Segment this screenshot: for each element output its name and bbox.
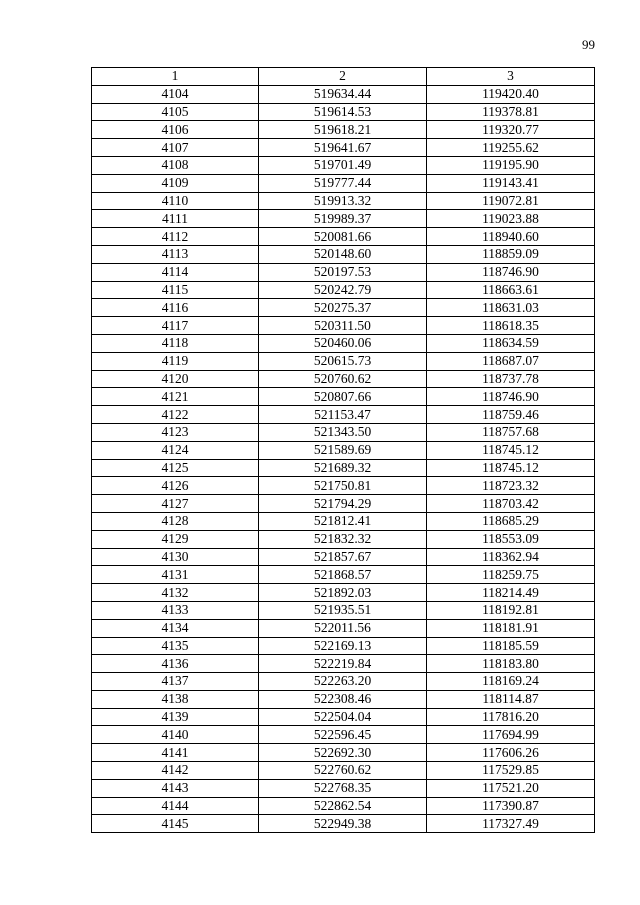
- table-cell-col-3: 118859.09: [427, 245, 595, 263]
- table-row: [92, 566, 595, 584]
- table-cell-col-2: 521857.67: [259, 548, 427, 566]
- table-row: [92, 245, 595, 263]
- table-row: [92, 263, 595, 281]
- coordinates-table: [91, 67, 595, 833]
- table-cell-col-1: 4108: [92, 156, 259, 174]
- table-cell-col-1: 4123: [92, 423, 259, 441]
- table-header: [92, 68, 595, 86]
- table-row: [92, 192, 595, 210]
- table-cell-col-1: 4121: [92, 388, 259, 406]
- table-row: [92, 85, 595, 103]
- table-cell-col-3: 118181.91: [427, 619, 595, 637]
- table-cell-col-2: 522504.04: [259, 708, 427, 726]
- table-cell-col-1: 4142: [92, 762, 259, 780]
- table-cell-col-3: 117327.49: [427, 815, 595, 833]
- table-cell-col-3: 117694.99: [427, 726, 595, 744]
- table-cell-col-1: 4114: [92, 263, 259, 281]
- table-cell-col-1: 4113: [92, 245, 259, 263]
- table-cell-col-3: 118723.32: [427, 477, 595, 495]
- table-cell-col-2: 520275.37: [259, 299, 427, 317]
- table-cell-col-1: 4126: [92, 477, 259, 495]
- table-cell-col-2: 519641.67: [259, 139, 427, 157]
- table-cell-col-2: 520807.66: [259, 388, 427, 406]
- table-cell-col-2: 522949.38: [259, 815, 427, 833]
- table-cell-col-3: 118259.75: [427, 566, 595, 584]
- table-cell-col-2: 522308.46: [259, 690, 427, 708]
- table-cell-col-3: 118737.78: [427, 370, 595, 388]
- table-cell-col-3: 118631.03: [427, 299, 595, 317]
- table-cell-col-3: 119143.41: [427, 174, 595, 192]
- table-cell-col-1: 4118: [92, 334, 259, 352]
- table-row: [92, 370, 595, 388]
- table-cell-col-3: 118114.87: [427, 690, 595, 708]
- table-cell-col-1: 4112: [92, 228, 259, 246]
- table-cell-col-2: 521868.57: [259, 566, 427, 584]
- header-row: [92, 68, 595, 86]
- table-cell-col-1: 4134: [92, 619, 259, 637]
- table-cell-col-1: 4115: [92, 281, 259, 299]
- table-cell-col-1: 4135: [92, 637, 259, 655]
- table-cell-col-3: 118745.12: [427, 441, 595, 459]
- table-row: [92, 103, 595, 121]
- table-cell-col-2: 521832.32: [259, 530, 427, 548]
- table-row: [92, 530, 595, 548]
- table-row: [92, 174, 595, 192]
- table-row: [92, 779, 595, 797]
- table-cell-col-3: 118685.29: [427, 512, 595, 530]
- table-cell-col-3: 119255.62: [427, 139, 595, 157]
- table-cell-col-3: 117521.20: [427, 779, 595, 797]
- table-row: [92, 601, 595, 619]
- table-cell-col-3: 119320.77: [427, 121, 595, 139]
- table-cell-col-1: 4130: [92, 548, 259, 566]
- page-number: 99: [582, 37, 595, 52]
- table-cell-col-2: 521794.29: [259, 495, 427, 513]
- table-cell-col-1: 4105: [92, 103, 259, 121]
- table-cell-col-3: 119195.90: [427, 156, 595, 174]
- table-cell-col-1: 4136: [92, 655, 259, 673]
- table-cell-col-1: 4119: [92, 352, 259, 370]
- column-header-2: 2: [259, 68, 427, 86]
- table-row: [92, 334, 595, 352]
- table-cell-col-1: 4139: [92, 708, 259, 726]
- table-cell-col-3: 118746.90: [427, 263, 595, 281]
- table-cell-col-2: 521153.47: [259, 406, 427, 424]
- table-row: [92, 477, 595, 495]
- table-row: [92, 423, 595, 441]
- table-row: [92, 708, 595, 726]
- table-cell-col-2: 520760.62: [259, 370, 427, 388]
- table-cell-col-3: 118687.07: [427, 352, 595, 370]
- table-cell-col-2: 521343.50: [259, 423, 427, 441]
- table-row: [92, 690, 595, 708]
- table-row: [92, 352, 595, 370]
- table-cell-col-1: 4107: [92, 139, 259, 157]
- table-cell-col-1: 4125: [92, 459, 259, 477]
- table-cell-col-3: 118618.35: [427, 317, 595, 335]
- table-cell-col-3: 118759.46: [427, 406, 595, 424]
- table-cell-col-1: 4116: [92, 299, 259, 317]
- table-row: [92, 228, 595, 246]
- table-cell-col-2: 519634.44: [259, 85, 427, 103]
- table-cell-col-3: 119023.88: [427, 210, 595, 228]
- table-cell-col-3: 118192.81: [427, 601, 595, 619]
- table-row: [92, 637, 595, 655]
- table-cell-col-1: 4140: [92, 726, 259, 744]
- table-row: [92, 495, 595, 513]
- table-cell-col-1: 4141: [92, 744, 259, 762]
- table-row: [92, 139, 595, 157]
- table-cell-col-3: 117816.20: [427, 708, 595, 726]
- table-cell-col-2: 522760.62: [259, 762, 427, 780]
- table-row: [92, 317, 595, 335]
- table-row: [92, 210, 595, 228]
- table-row: [92, 726, 595, 744]
- table-cell-col-2: 522011.56: [259, 619, 427, 637]
- column-header-3: 3: [427, 68, 595, 86]
- table-row: [92, 441, 595, 459]
- table-cell-col-3: 117606.26: [427, 744, 595, 762]
- column-header-1: 1: [92, 68, 259, 86]
- table-cell-col-2: 522862.54: [259, 797, 427, 815]
- table-cell-col-1: 4120: [92, 370, 259, 388]
- table-row: [92, 815, 595, 833]
- table-cell-col-2: 522692.30: [259, 744, 427, 762]
- table-cell-col-3: 119072.81: [427, 192, 595, 210]
- table-cell-col-2: 521812.41: [259, 512, 427, 530]
- table-cell-col-3: 118185.59: [427, 637, 595, 655]
- table-cell-col-1: 4127: [92, 495, 259, 513]
- table-cell-col-1: 4109: [92, 174, 259, 192]
- table-row: [92, 584, 595, 602]
- table-cell-col-3: 118362.94: [427, 548, 595, 566]
- table-cell-col-3: 118169.24: [427, 673, 595, 691]
- table-cell-col-3: 118214.49: [427, 584, 595, 602]
- table-row: [92, 619, 595, 637]
- table-cell-col-2: 522596.45: [259, 726, 427, 744]
- table-cell-col-1: 4133: [92, 601, 259, 619]
- table-cell-col-2: 521892.03: [259, 584, 427, 602]
- table-body: [92, 85, 595, 832]
- table-cell-col-1: 4124: [92, 441, 259, 459]
- table-cell-col-2: 522263.20: [259, 673, 427, 691]
- table-row: [92, 406, 595, 424]
- table-row: [92, 797, 595, 815]
- table-cell-col-2: 521750.81: [259, 477, 427, 495]
- table-row: [92, 459, 595, 477]
- table-cell-col-3: 118183.80: [427, 655, 595, 673]
- table-cell-col-1: 4106: [92, 121, 259, 139]
- table-cell-col-1: 4117: [92, 317, 259, 335]
- table-cell-col-2: 520615.73: [259, 352, 427, 370]
- table-cell-col-3: 118663.61: [427, 281, 595, 299]
- table-cell-col-1: 4104: [92, 85, 259, 103]
- table-row: [92, 673, 595, 691]
- table-cell-col-1: 4111: [92, 210, 259, 228]
- table-cell-col-2: 522768.35: [259, 779, 427, 797]
- table-row: [92, 655, 595, 673]
- table-cell-col-1: 4131: [92, 566, 259, 584]
- table-cell-col-1: 4132: [92, 584, 259, 602]
- table-cell-col-3: 118703.42: [427, 495, 595, 513]
- table-cell-col-3: 119378.81: [427, 103, 595, 121]
- table-cell-col-2: 520197.53: [259, 263, 427, 281]
- table-cell-col-2: 519913.32: [259, 192, 427, 210]
- table-cell-col-2: 519777.44: [259, 174, 427, 192]
- table-cell-col-3: 119420.40: [427, 85, 595, 103]
- table-cell-col-1: 4122: [92, 406, 259, 424]
- table-row: [92, 548, 595, 566]
- table-cell-col-2: 519618.21: [259, 121, 427, 139]
- table-row: [92, 121, 595, 139]
- table-cell-col-2: 520242.79: [259, 281, 427, 299]
- table-cell-col-2: 521689.32: [259, 459, 427, 477]
- table-row: [92, 156, 595, 174]
- table-cell-col-3: 118745.12: [427, 459, 595, 477]
- table-cell-col-1: 4144: [92, 797, 259, 815]
- table-cell-col-2: 519989.37: [259, 210, 427, 228]
- table-row: [92, 512, 595, 530]
- table-cell-col-3: 118746.90: [427, 388, 595, 406]
- table-cell-col-3: 118940.60: [427, 228, 595, 246]
- table-cell-col-2: 519614.53: [259, 103, 427, 121]
- table-row: [92, 388, 595, 406]
- table-cell-col-1: 4143: [92, 779, 259, 797]
- table-cell-col-3: 117529.85: [427, 762, 595, 780]
- table-cell-col-1: 4128: [92, 512, 259, 530]
- table-cell-col-2: 520311.50: [259, 317, 427, 335]
- table-cell-col-2: 522219.84: [259, 655, 427, 673]
- table-cell-col-2: 520081.66: [259, 228, 427, 246]
- table-cell-col-2: 522169.13: [259, 637, 427, 655]
- table-cell-col-3: 117390.87: [427, 797, 595, 815]
- table-cell-col-2: 521935.51: [259, 601, 427, 619]
- table-cell-col-3: 118757.68: [427, 423, 595, 441]
- table-cell-col-2: 520460.06: [259, 334, 427, 352]
- table-cell-col-1: 4138: [92, 690, 259, 708]
- table-cell-col-1: 4145: [92, 815, 259, 833]
- table-cell-col-2: 519701.49: [259, 156, 427, 174]
- table-row: [92, 299, 595, 317]
- table-cell-col-1: 4129: [92, 530, 259, 548]
- table-cell-col-2: 520148.60: [259, 245, 427, 263]
- table-cell-col-3: 118634.59: [427, 334, 595, 352]
- table-row: [92, 744, 595, 762]
- table-cell-col-1: 4110: [92, 192, 259, 210]
- table-cell-col-2: 521589.69: [259, 441, 427, 459]
- table-row: [92, 281, 595, 299]
- table-cell-col-3: 118553.09: [427, 530, 595, 548]
- table-row: [92, 762, 595, 780]
- table-cell-col-1: 4137: [92, 673, 259, 691]
